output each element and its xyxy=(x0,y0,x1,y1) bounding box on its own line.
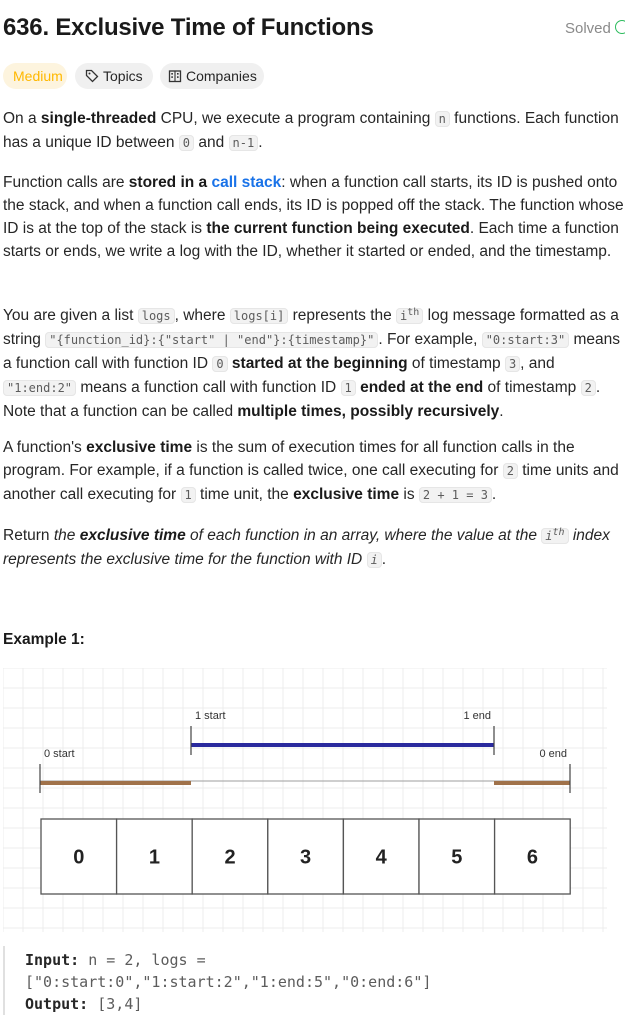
timestamp-cell-label: 1 xyxy=(148,846,160,869)
description-paragraph-3: You are given a list logs , where logs[i] represents the $i^{th}$ log message formatted as a string "{function_id}:{"start" | "end"}:{timestamp}" . For example, "0:start:3" means a function call with function ID 0 started at the beginning of timestamp 3 , and "1:end:2" means a function call with function ID 1 ended at the end of timestamp 2 . Note that a function can be called multiple times, possibly recursively. xyxy=(3,307,621,420)
timestamp-cells xyxy=(41,819,570,894)
timestamp-cell-label: 4 xyxy=(375,846,387,869)
timeline-diagram xyxy=(3,668,607,932)
building-icon xyxy=(168,69,182,83)
label-0-start: 0 start xyxy=(44,748,75,760)
timestamp-cell-label: 5 xyxy=(451,846,463,869)
timestamp-cell-label: 0 xyxy=(73,846,85,869)
label-0-end: 0 end xyxy=(539,748,567,760)
companies-button[interactable] xyxy=(160,63,264,89)
example-title: Example 1: xyxy=(3,631,85,648)
description-paragraph-2: Function calls are stored in a call stack: when a function call starts, its ID is pushed onto the stack, and when a function call ends, its ID is popped off the stack. The function whose ID is at the top of the stack is the current function being executed. Each time a function starts or ends, we write a log with the ID, whether it started or ended, and the timestamp. xyxy=(3,174,624,260)
call-stack-link[interactable]: call stack xyxy=(211,174,282,191)
check-circle-icon xyxy=(615,20,625,34)
timestamp-cell-label: 6 xyxy=(526,846,538,869)
label-1-end: 1 end xyxy=(463,710,491,722)
difficulty-badge[interactable]: Medium xyxy=(3,63,67,89)
solved-status xyxy=(565,20,625,37)
input-line-2: ["0:start:0","1:start:2","1:end:5","0:end:6"] xyxy=(25,973,432,991)
description-paragraph-1: On a single-threaded CPU, we execute a program containing n functions. Each function has a unique ID between 0 and n-1 . xyxy=(3,110,619,151)
input-line: Input: n = 2, logs = xyxy=(25,951,206,969)
label-1-start: 1 start xyxy=(195,710,226,722)
topics-button[interactable] xyxy=(75,63,153,89)
problem-title: 636. Exclusive Time of Functions xyxy=(3,14,374,41)
topics-label: Topics xyxy=(103,68,143,84)
title-row xyxy=(3,12,625,46)
tag-icon xyxy=(85,69,99,83)
description-paragraph-4: A function's exclusive time is the sum of execution times for all function calls in the program. For example, if a function is called twice, one call executing for 2 time units and another call executing for 1 time unit, the exclusive time is 2 + 1 = 3 . xyxy=(3,439,619,503)
solved-label: Solved xyxy=(565,20,611,37)
companies-label: Companies xyxy=(186,68,257,84)
output-line: Output: [3,4] xyxy=(25,995,143,1013)
description-paragraph-5: Return the exclusive time of each function in an array, where the value at the $i^{th}$ index represents the exclusive time for the function with ID i . xyxy=(3,527,610,568)
timestamp-cell-label: 2 xyxy=(224,846,236,869)
timestamp-cell-label: 3 xyxy=(300,846,312,869)
example-code-block xyxy=(3,946,625,1015)
